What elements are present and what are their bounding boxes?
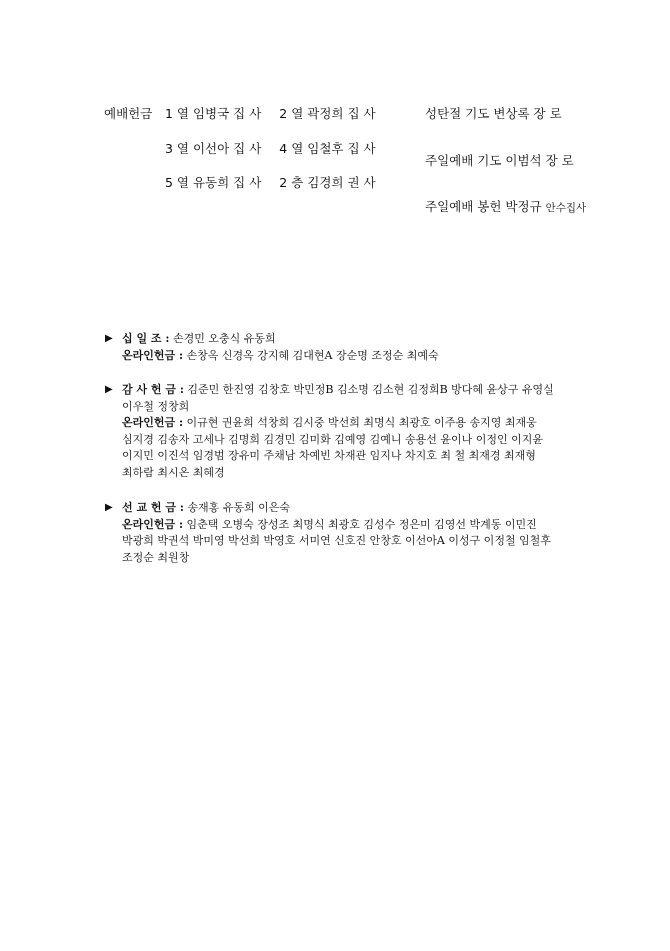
online-name-list-continuation: 이지민 이진석 임경범 장유미 주채남 차예빈 차재관 임지나 차지호 최 철 최재경 최재형 xyxy=(122,449,536,462)
section-title: 선 교 헌 금 : xyxy=(122,501,184,514)
arrow-bullet-icon: ▶ xyxy=(105,502,113,513)
online-offering-title: 온라인헌금 : xyxy=(122,416,184,429)
online-name-list-continuation: 조정순 최원창 xyxy=(122,550,190,564)
prayer-leader-text: 성탄절 기도 변상록 장 로 xyxy=(425,106,562,121)
prayer-leader-text: 주일예배 기도 이범석 장 로 xyxy=(425,153,574,168)
duty-cell: 3 열 이선아 집 사 xyxy=(165,141,262,156)
online-name-list-continuation: 심지경 김송자 고세나 김명희 김경민 김미화 김예영 김예니 송용선 윤이나 이정인 이지윤 xyxy=(122,432,543,446)
name-list-continuation: 이우철 정창희 xyxy=(122,399,190,413)
offering-leader-row xyxy=(425,197,586,215)
online-offering-title: 온라인헌금 : xyxy=(122,517,184,531)
offering-leader-title: 안수집사 xyxy=(545,202,587,214)
duty-cell: 2 층 김경희 권 사 xyxy=(279,175,376,190)
offering-leader-text: 주일예배 봉헌 박정규 xyxy=(425,199,542,214)
duty-row xyxy=(165,173,376,191)
duty-row xyxy=(165,104,376,122)
arrow-bullet-icon: ▶ xyxy=(105,333,113,344)
name-list: 김준민 한진영 김창호 박민정B 김소명 김소현 김정희B 방다혜 윤상구 유영실 xyxy=(187,383,554,396)
offering-duty-label: 예배헌금 xyxy=(104,106,153,121)
arrow-bullet-icon: ▶ xyxy=(105,384,113,395)
online-name-list: 임춘택 오병숙 장성조 최명식 최광호 김성수 정은미 김영선 박계동 이민진 xyxy=(186,517,537,531)
name-list: 송재홍 유동희 이은숙 xyxy=(187,501,291,514)
duty-cell: 1 열 임병국 집 사 xyxy=(165,106,262,121)
name-list: 손경민 오충식 유동희 xyxy=(172,332,276,345)
online-offering-title: 온라인헌금 : xyxy=(122,348,184,362)
thanksgiving-section xyxy=(105,382,567,481)
prayer-leader-row xyxy=(425,151,574,169)
duty-row xyxy=(165,139,376,157)
section-title: 십 일 조 : xyxy=(122,332,170,345)
mission-section xyxy=(105,500,567,566)
online-name-list-continuation: 박광희 박권석 박미영 박선희 박영호 서미연 신호진 안창호 이선아A 이성구 이정철 임철후 xyxy=(122,534,551,547)
section-title: 감 사 헌 금 : xyxy=(122,383,184,396)
online-name-list-continuation: 최하람 최시온 최혜경 xyxy=(122,465,225,479)
online-name-list: 이규현 권윤희 석창희 김시중 박선희 최명식 최광호 이주용 송지영 최재웅 xyxy=(186,416,537,429)
online-name-list: 손창옥 신경옥 강지혜 김대현A 장순명 조정순 최예숙 xyxy=(186,348,439,362)
duty-cell: 4 열 임철후 집 사 xyxy=(279,141,376,156)
prayer-leader-row xyxy=(425,104,562,122)
duty-cell: 2 열 곽정희 집 사 xyxy=(279,106,376,121)
tithe-section xyxy=(105,331,567,364)
duty-cell: 5 열 유동희 집 사 xyxy=(165,175,262,190)
